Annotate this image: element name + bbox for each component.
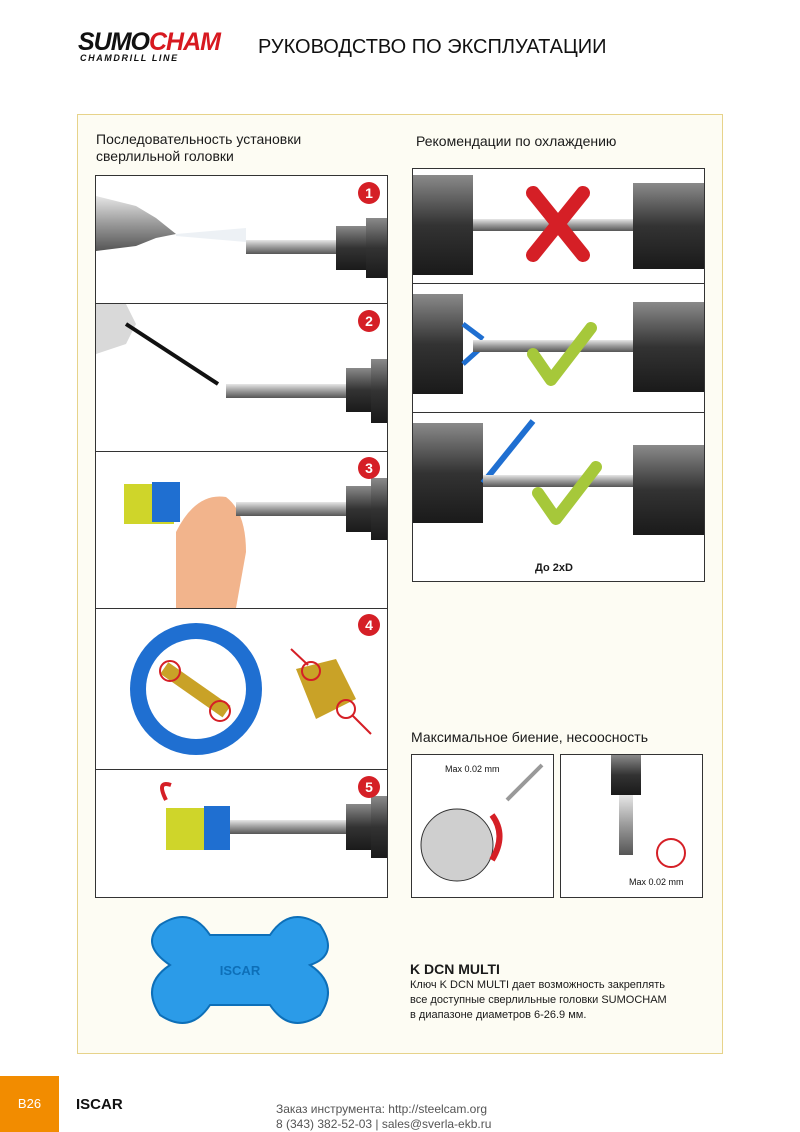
sumocham-logo: SUMOCHAM — [78, 28, 220, 56]
dial-indicator-icon — [657, 839, 685, 867]
step-1-panel — [95, 175, 388, 304]
drill-body — [473, 340, 633, 352]
key-handle — [96, 304, 136, 354]
air-gun-nozzle — [96, 196, 176, 251]
step-2-panel — [95, 303, 388, 452]
ok-check-icon — [538, 467, 596, 519]
installation-title — [96, 131, 301, 165]
hex-key-illustration — [96, 304, 387, 451]
spindle — [371, 359, 387, 423]
spindle — [611, 755, 641, 795]
kdcn-desc-line2: все доступные сверлильные головки SUMOCHAM — [410, 994, 667, 1006]
kdcn-key-illustration — [140, 905, 340, 1040]
footer-contact[interactable]: 8 (343) 382-52-03 | sales@sverla-ekb.ru — [276, 1117, 492, 1131]
key-tighten-illustration — [96, 770, 387, 897]
arrow — [291, 649, 308, 665]
drill-body — [483, 475, 633, 487]
step-badge-2: 2 — [358, 310, 380, 332]
installation-title-line1: Последовательность установки — [96, 131, 302, 147]
runout-title: Максимальное биение, несоосность — [411, 729, 648, 745]
air-blow-illustration — [96, 176, 387, 303]
hand — [176, 496, 246, 608]
tool-holder — [346, 804, 371, 850]
workpiece — [413, 423, 483, 523]
step-5-panel — [95, 769, 388, 898]
drill-body — [226, 384, 346, 398]
page-title: РУКОВОДСТВО ПО ЭКСПЛУАТАЦИИ — [258, 36, 607, 58]
installation-title-line2: сверлильной головки — [96, 148, 234, 164]
arrow — [352, 715, 371, 734]
runout-left-label: Max 0.02 mm — [445, 764, 500, 774]
runout-chuck-illustration — [412, 755, 553, 897]
runout-left-panel — [411, 754, 554, 898]
logo-subtitle: CHAMDRILL LINE — [80, 53, 179, 63]
step-badge-4: 4 — [358, 614, 380, 636]
spindle — [633, 183, 704, 269]
runout-right-label: Max 0.02 mm — [629, 877, 684, 887]
spindle — [633, 445, 704, 535]
footer-order-link[interactable]: Заказ инструмента: http://steelcam.org — [276, 1102, 488, 1116]
tool-holder — [346, 486, 371, 532]
insert-tool-blue — [152, 482, 180, 522]
step-3-panel — [95, 451, 388, 609]
drill-head — [296, 659, 356, 719]
gauge-illustration — [96, 609, 387, 769]
step-badge-3: 3 — [358, 457, 380, 479]
spindle — [371, 796, 387, 858]
workpiece — [413, 175, 473, 275]
drill-body — [246, 240, 336, 254]
runout-indicator-illustration — [561, 755, 702, 897]
cooling-title: Рекомендации по охлаждению — [416, 133, 617, 149]
ok-check-icon — [533, 328, 591, 380]
rotation-arrow — [492, 815, 500, 860]
key-yellow — [166, 808, 206, 850]
key-blue — [204, 806, 230, 850]
chuck-face — [421, 809, 493, 881]
coolant-jet — [483, 421, 533, 483]
tool-holder — [346, 368, 371, 412]
cooling-ok-illustration-2 — [413, 413, 704, 563]
cooling-caption: До 2xD — [535, 562, 573, 574]
workpiece — [413, 294, 463, 394]
hex-key — [126, 324, 218, 384]
kdcn-title: K DCN MULTI — [410, 961, 500, 977]
cooling-wrong-panel — [412, 168, 705, 284]
cooling-ok-panel-1 — [412, 283, 705, 413]
drill-body — [507, 765, 542, 800]
kdcn-desc-line3: в диапазоне диаметров 6-26.9 мм. — [410, 1009, 587, 1021]
spindle — [371, 478, 387, 540]
step-4-panel — [95, 608, 388, 770]
drill-body — [619, 795, 633, 855]
footer-brand: ISCAR — [76, 1096, 123, 1113]
spindle — [366, 218, 387, 278]
key-logo: ISCAR — [219, 963, 261, 978]
cooling-ok-illustration-1 — [413, 284, 704, 412]
page-number-tab: B26 — [0, 1076, 59, 1132]
kdcn-desc-line1: Ключ K DCN MULTI дает возможность закреплять — [410, 979, 666, 991]
drill-body — [230, 820, 346, 834]
step-badge-5: 5 — [358, 776, 380, 798]
air-stream — [176, 228, 246, 242]
drill-body — [236, 502, 346, 516]
spindle — [633, 302, 704, 392]
tool-holder — [336, 226, 366, 270]
step-badge-1: 1 — [358, 182, 380, 204]
cooling-wrong-illustration — [413, 169, 704, 283]
kdcn-description — [410, 978, 710, 1023]
rotation-arrow — [162, 784, 171, 800]
cooling-ok-panel-2 — [412, 412, 705, 582]
insert-head-illustration — [96, 452, 387, 608]
